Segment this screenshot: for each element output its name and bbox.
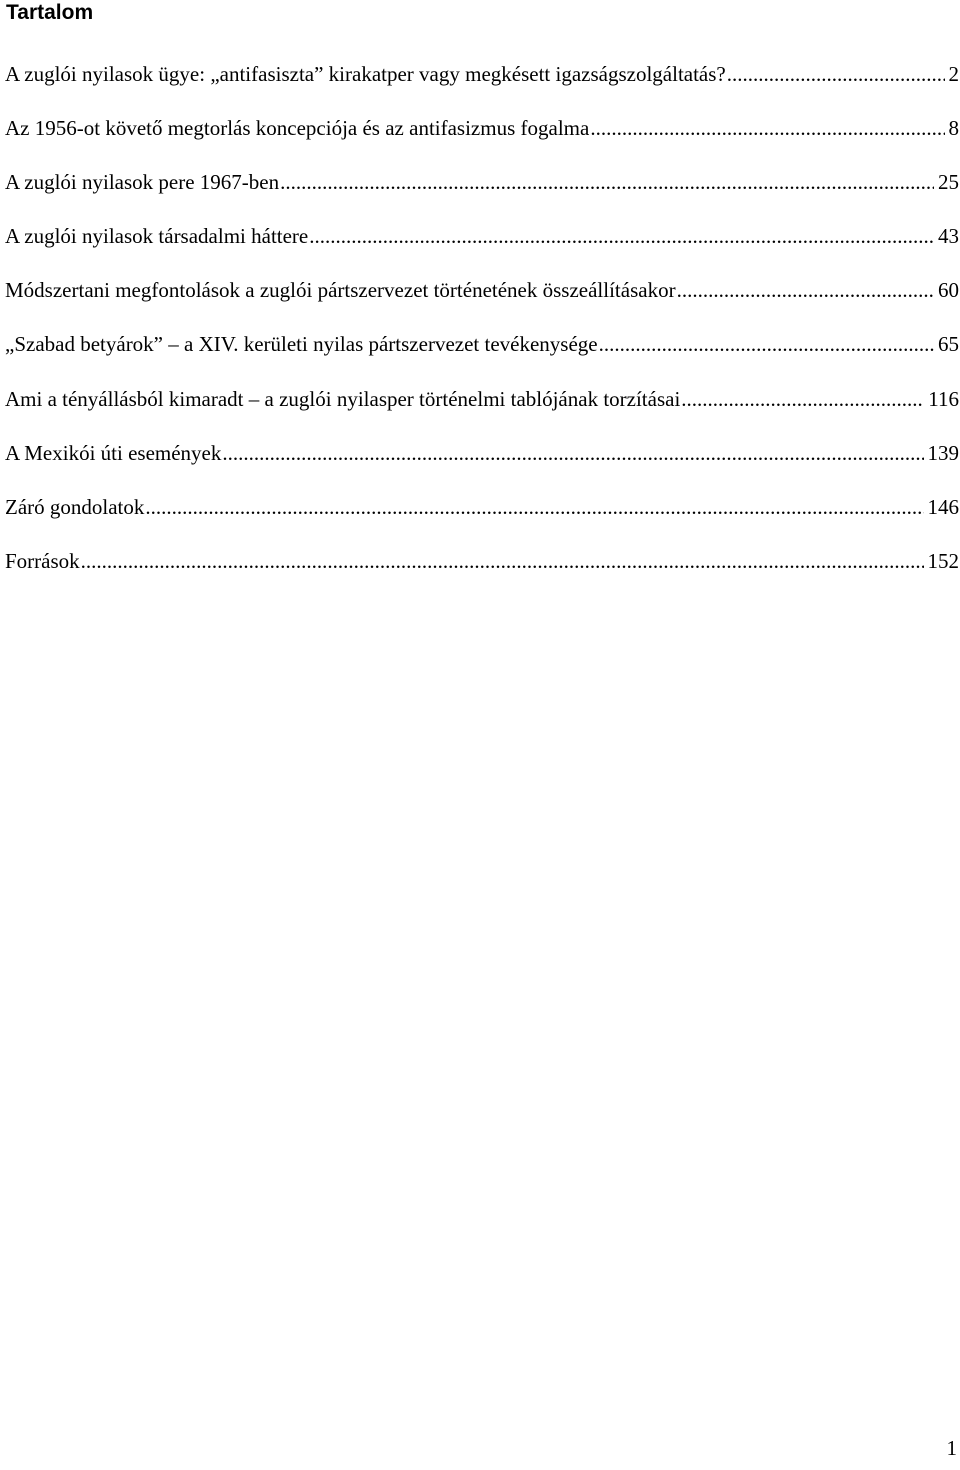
toc-entry-title: Az 1956-ot követő megtorlás koncepciója és az antifasizmus fogalma [5,116,590,141]
toc-entry-page: 146 [927,494,959,519]
toc-entry-page: 43 [938,224,959,249]
toc-entry[interactable] [5,492,959,546]
dot-leader [590,113,944,143]
toc-entry[interactable] [5,546,959,600]
dot-leader [599,329,934,359]
dot-leader [81,546,924,576]
toc-entry[interactable] [5,438,959,492]
toc-entry-title: Források [5,548,80,573]
toc-entry-title: A zuglói nyilasok ügye: „antifasiszta” kirakatper vagy megkésett igazságszolgáltatás? [5,62,726,86]
dot-leader [681,384,924,414]
toc-entry[interactable] [5,384,959,438]
toc-entry-page: 60 [938,278,959,303]
dot-leader [677,275,934,305]
toc-entry[interactable] [5,167,959,221]
dot-leader [145,492,923,522]
toc-entry-title: A zuglói nyilasok pere 1967-ben [5,170,280,195]
toc-entry[interactable] [5,113,959,167]
toc-entry-title: A Mexikói úti események [5,440,222,465]
toc-list [5,59,959,600]
toc-entry[interactable] [5,59,959,113]
dot-leader [309,221,934,251]
toc-entry[interactable] [5,275,959,329]
toc-entry-page: 8 [948,116,959,141]
dot-leader [280,167,934,197]
toc-entry-page: 139 [927,440,959,465]
toc-entry-page: 65 [938,332,959,357]
page-number: 1 [946,1436,957,1460]
toc-entry-page: 152 [927,548,959,573]
toc-entry-title: „Szabad betyárok” – a XIV. kerületi nyilas pártszervezet tevékenysége [5,332,598,357]
toc-entry-page: 25 [938,170,959,195]
toc-entry[interactable] [5,329,959,383]
toc-entry-title: A zuglói nyilasok társadalmi háttere [5,224,309,249]
toc-entry-page: 116 [928,386,959,411]
toc-entry-title: Záró gondolatok [5,494,145,519]
dot-leader [727,59,945,89]
toc-entry-title: Ami a tényállásból kimaradt – a zuglói nyilasper történelmi tablójának torzításai [5,386,681,411]
dot-leader [222,438,923,468]
toc-heading: Tartalom [6,1,94,24]
toc-entry-title: Módszertani megfontolások a zuglói pártszervezet történetének összeállításakor [5,278,676,303]
toc-entry-page: 2 [948,62,959,86]
toc-entry[interactable] [5,221,959,275]
